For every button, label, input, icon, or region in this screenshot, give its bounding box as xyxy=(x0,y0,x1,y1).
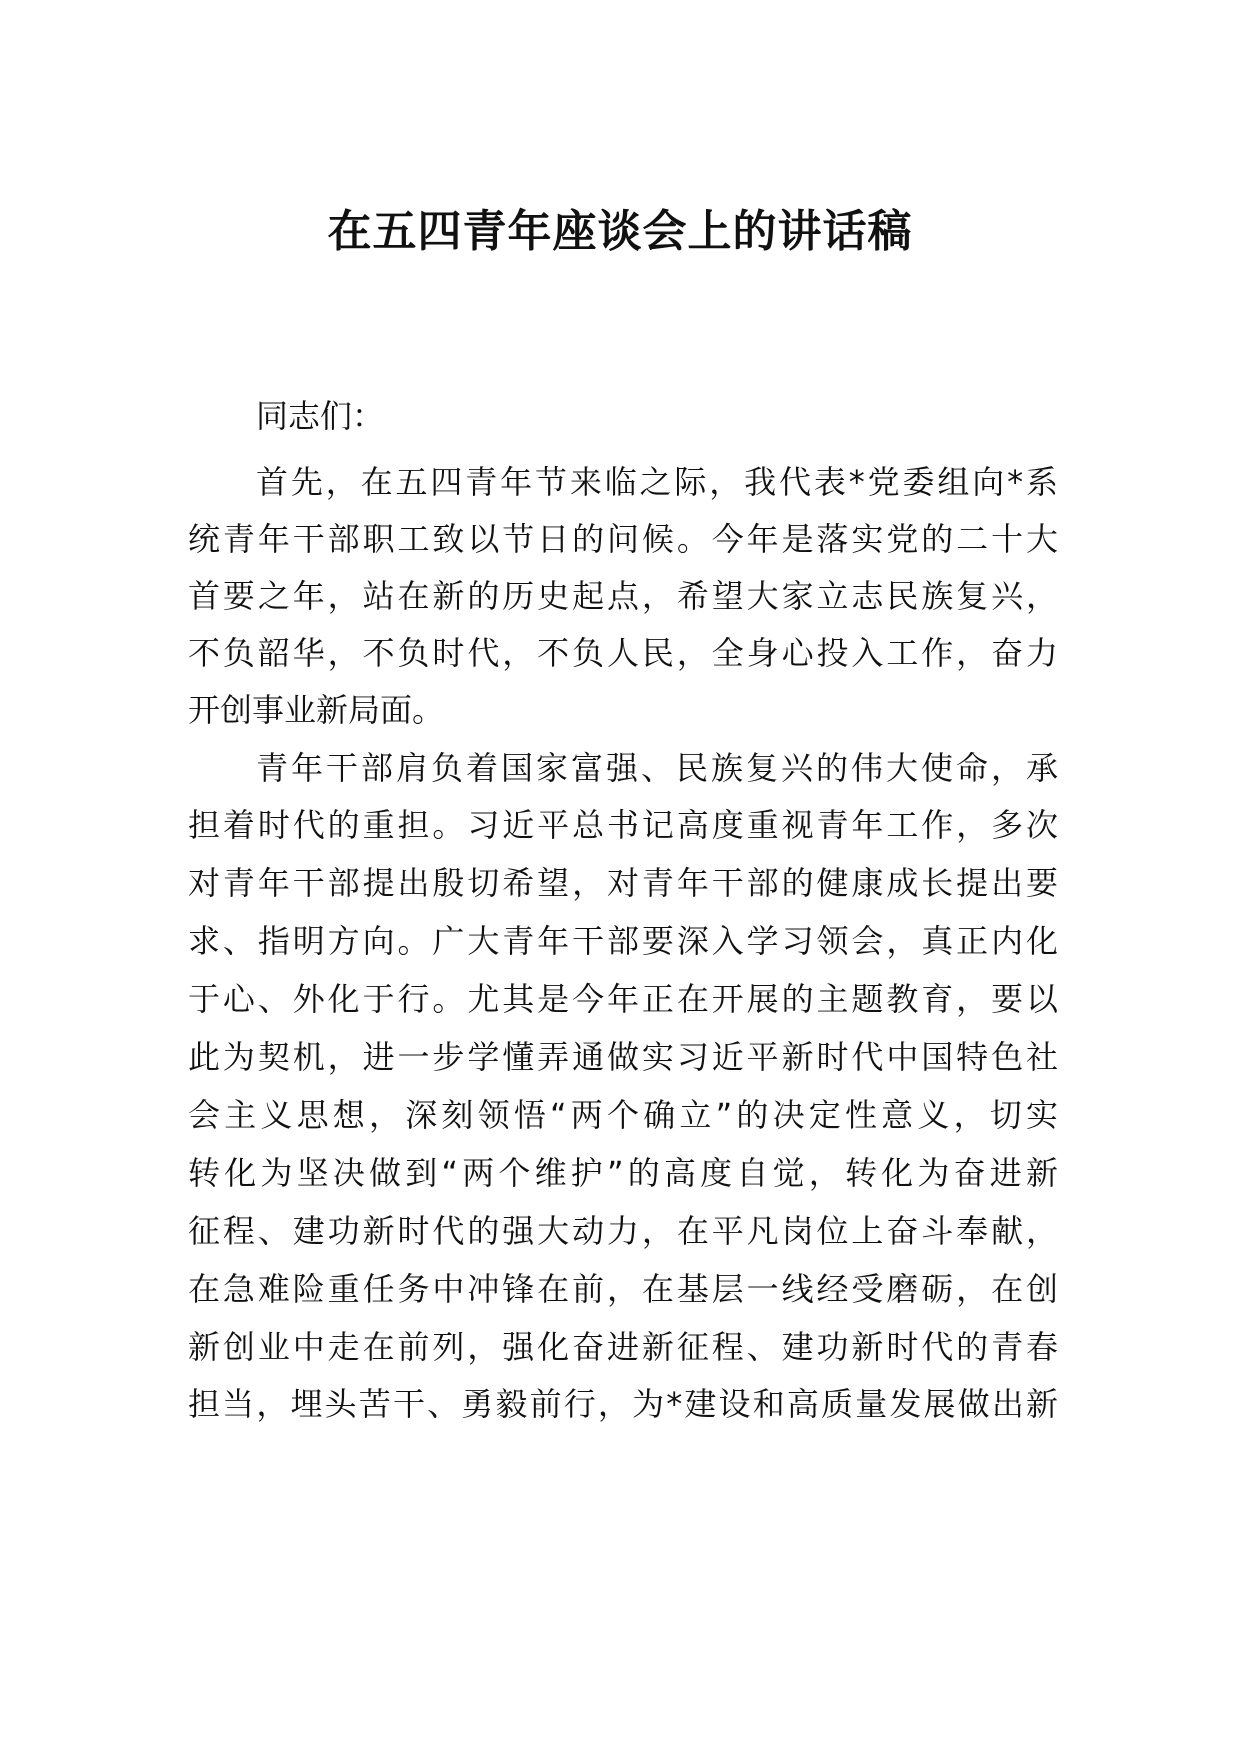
paragraph-2-line-5: 于心、外化于行。尤其是今年正在开展的主题教育，要以 xyxy=(188,980,1058,1018)
paragraph-2-line-7: 会主义思想，深刻领悟“两个确立”的决定性意义，切实 xyxy=(188,1096,1058,1134)
paragraph-2-line-4: 求、指明方向。广大青年干部要深入学习领会，真正内化 xyxy=(188,922,1058,960)
paragraph-2-line-9: 征程、建功新时代的强大动力，在平凡岗位上奋斗奉献， xyxy=(188,1212,1058,1250)
paragraph-2-line-6: 此为契机，进一步学懂弄通做实习近平新时代中国特色社 xyxy=(188,1038,1058,1076)
paragraph-1-line-1: 首先，在五四青年节来临之际，我代表*党委组向*系 xyxy=(256,463,1058,501)
paragraph-1-line-5: 开创事业新局面。 xyxy=(188,691,445,729)
paragraph-2-line-10: 在急难险重任务中冲锋在前，在基层一线经受磨砺，在创 xyxy=(188,1270,1058,1308)
paragraph-2-line-2: 担着时代的重担。习近平总书记高度重视青年工作，多次 xyxy=(188,806,1058,844)
salutation: 同志们： xyxy=(256,397,385,435)
paragraph-2-line-11: 新创业中走在前列，强化奋进新征程、建功新时代的青春 xyxy=(188,1328,1058,1366)
paragraph-1-line-4: 不负韶华，不负时代，不负人民，全身心投入工作，奋力 xyxy=(188,634,1058,672)
paragraph-1-line-2: 统青年干部职工致以节日的问候。今年是落实党的二十大 xyxy=(188,520,1058,558)
paragraph-2-line-12: 担当，埋头苦干、勇毅前行，为*建设和高质量发展做出新 xyxy=(188,1385,1058,1423)
paragraph-2-line-8: 转化为坚决做到“两个维护”的高度自觉，转化为奋进新 xyxy=(188,1154,1058,1192)
paragraph-1-line-3: 首要之年，站在新的历史起点，希望大家立志民族复兴， xyxy=(188,577,1058,615)
paragraph-2-line-1: 青年干部肩负着国家富强、民族复兴的伟大使命，承 xyxy=(256,749,1058,787)
document-title: 在五四青年座谈会上的讲话稿 xyxy=(327,206,913,257)
paragraph-2-line-3: 对青年干部提出殷切希望，对青年干部的健康成长提出要 xyxy=(188,864,1058,902)
